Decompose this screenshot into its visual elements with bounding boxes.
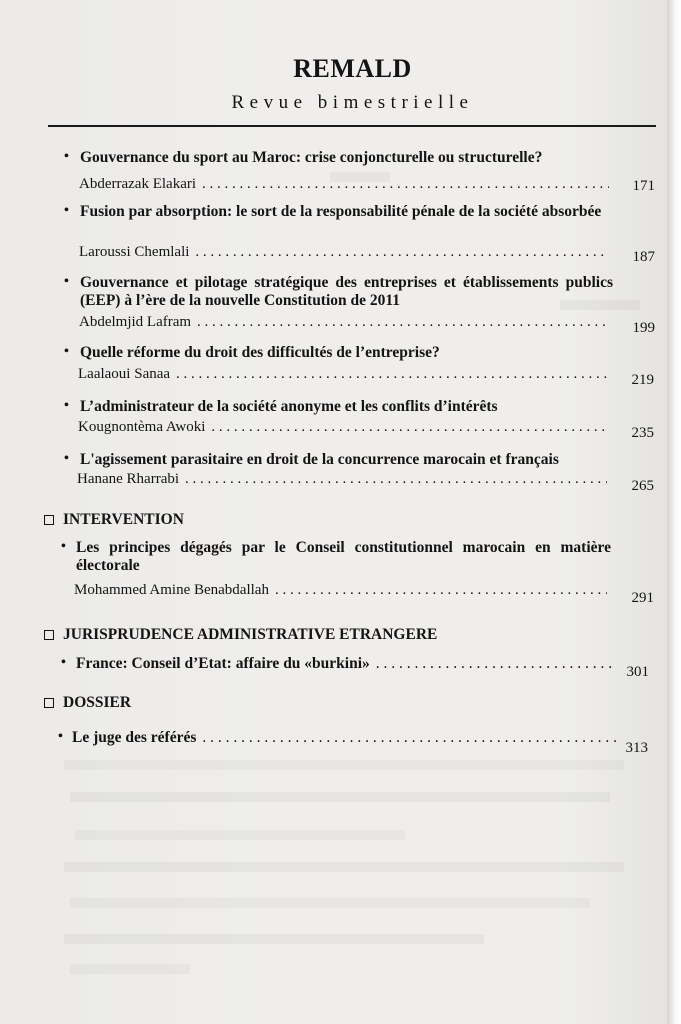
article-page: 187 [632,249,655,265]
article-author: Hanane Rharrabi [77,471,180,487]
bullet-icon: • [64,451,69,466]
article-title: L’administrateur de la société anonyme et les conflits d’intérêts [80,398,498,415]
article-page: 235 [631,425,654,441]
bullet-icon: • [64,398,69,413]
article-title: Les principes dégagés par le Conseil constitutionnel marocain en matière électorale [76,539,611,574]
bullet-icon: • [64,274,69,289]
article-page: 291 [631,590,654,606]
checkbox-square-icon [44,515,54,525]
article-title: Gouvernance du sport au Maroc: crise conjoncturelle ou structurelle? [80,149,543,166]
author-line [79,314,613,331]
article-title: L'agissement parasitaire en droit de la concurrence marocain et français [80,451,559,468]
article-title: France: Conseil d’Etat: affaire du «burkini» [76,655,370,672]
article-line [76,655,618,673]
section-heading-label: DOSSIER [63,694,132,711]
dot-leader [176,366,608,383]
author-line [74,582,611,599]
article-title: Quelle réforme du droit des difficultés de l’entreprise? [80,344,440,361]
article-author: Laalaoui Sanaa [78,366,171,382]
journal-title: REMALD [293,54,412,83]
journal-subtitle: Revue bimestrielle [231,92,474,113]
dot-leader [211,419,608,436]
article-title: Le juge des référés [72,729,197,746]
dot-leader [275,582,607,599]
author-line [79,176,613,193]
article-author: Mohammed Amine Benabdallah [74,582,269,598]
checkbox-square-icon [44,630,54,640]
author-line [79,244,613,261]
article-page: 171 [632,178,655,194]
dot-leader [195,244,609,261]
bullet-icon: • [64,149,69,164]
bullet-icon: • [61,655,66,670]
section-heading-label: INTERVENTION [63,511,184,528]
article-author: Abderrazak Elakari [79,176,197,192]
article-line [72,729,620,747]
article-page: 301 [626,664,649,680]
section-heading-dossier [44,694,131,712]
article-author: Abdelmjid Lafram [79,314,192,330]
bullet-icon: • [58,729,63,744]
bullet-icon: • [64,344,69,359]
article-title: Fusion par absorption: le sort de la responsabilité pénale de la société absorbée [80,203,602,220]
header-rule [48,125,656,127]
page-edge [667,0,681,1024]
checkbox-square-icon [44,698,54,708]
section-heading-intervention [44,511,184,529]
author-line [78,366,612,383]
dot-leader [202,729,616,747]
dot-leader [376,655,614,673]
section-heading-jurisprudence [44,626,437,644]
author-line [77,471,611,488]
article-title: Gouvernance et pilotage stratégique des entreprises et établissements publics (EEP) à l’ère de la nouvelle Constitution de 2011 [80,274,613,309]
article-page: 219 [631,372,654,388]
section-heading-label: JURISPRUDENCE ADMINISTRATIVE ETRANGERE [63,626,438,643]
bullet-icon: • [64,203,69,218]
dot-leader [197,314,609,331]
article-page: 265 [631,478,654,494]
dot-leader [202,176,609,193]
article-page: 199 [632,320,655,336]
article-author: Kougnontèma Awoki [78,419,206,435]
dot-leader [185,471,607,488]
bullet-icon: • [61,539,66,554]
article-page: 313 [625,740,648,756]
article-author: Laroussi Chemlali [79,244,190,260]
author-line [78,419,612,436]
